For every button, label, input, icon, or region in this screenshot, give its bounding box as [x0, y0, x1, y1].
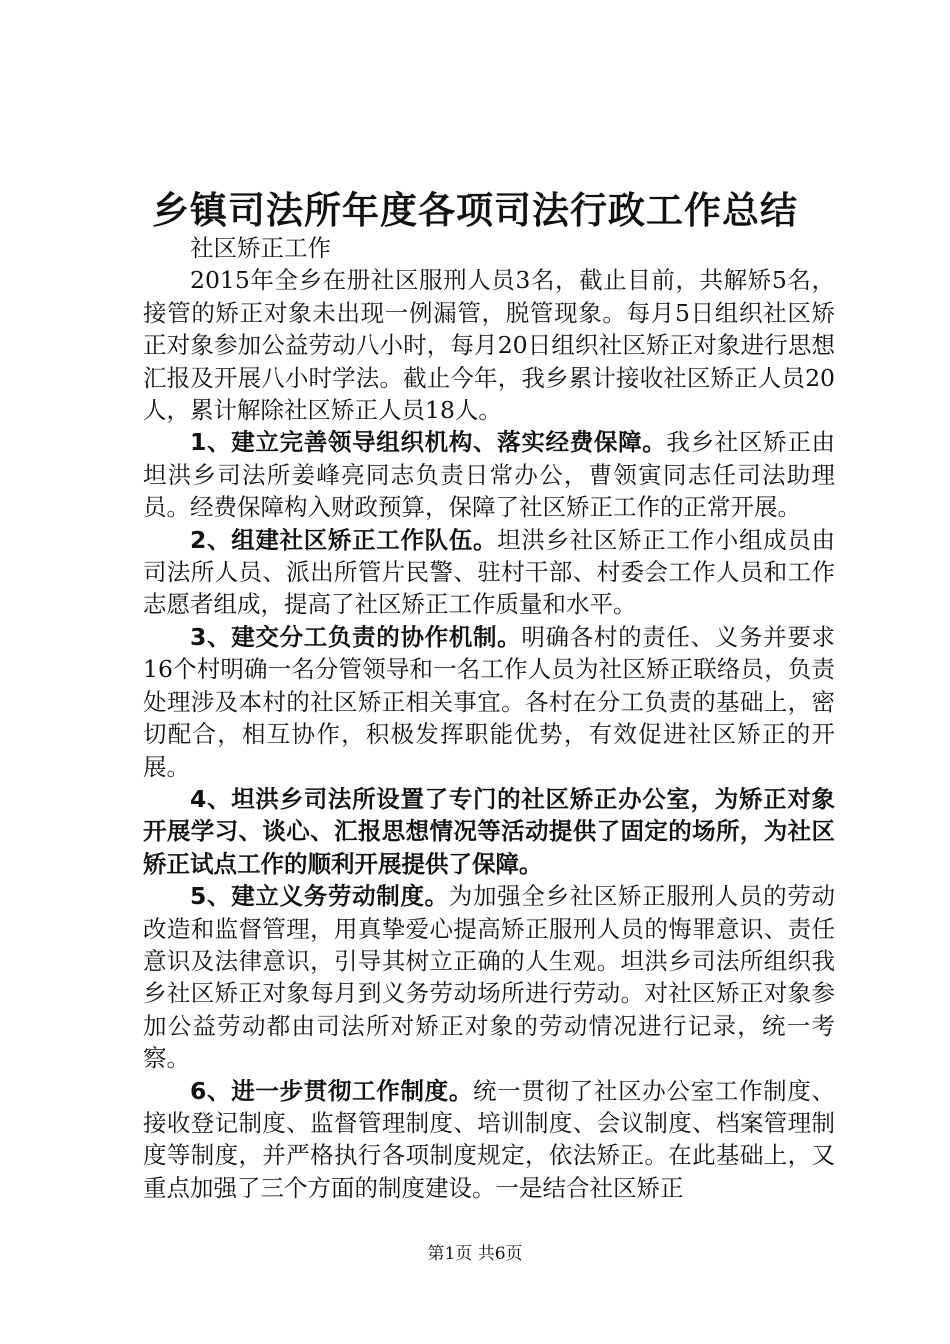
paragraph-item-6	[143, 1075, 835, 1205]
intro-paragraph: 2015年全乡在册社区服刑人员3名，截止目前，共解矫5名，接管的矫正对象未出现一例漏管，脱管现象。每月5日组织社区矫正对象参加公益劳动八小时，每月20日组织社区矫正对象进行思想汇报及开展八小时学法。截止今年，我乡累计接收社区矫正人员20人，累计解除社区矫正人员18人。	[143, 266, 835, 425]
section-heading: 社区矫正工作	[190, 234, 331, 262]
paragraph-text: 统一贯彻了社区办公室工作制度、接收登记制度、监督管理制度、培训制度、会议制度、档案管理制度等制度，并严格执行各项制度规定，依法矫正。在此基础上，又重点加强了三个方面的制度建设。一是结合社区矫正	[143, 1076, 835, 1202]
paragraph-lead: 2、组建社区矫正工作队伍。	[190, 525, 498, 554]
paragraph-item-5	[143, 880, 835, 1074]
paragraph-item-1	[143, 426, 835, 523]
paragraph-lead: 1、建立完善领导组织机构、落实经费保障。	[190, 428, 667, 457]
paragraph-item-2	[143, 524, 835, 621]
document-title: 乡镇司法所年度各项司法行政工作总结	[152, 188, 798, 232]
paragraph-item-3	[143, 621, 835, 783]
paragraph-lead: 6、进一步贯彻工作制度。	[190, 1076, 473, 1105]
paragraph-lead: 4、坦洪乡司法所设置了专门的社区矫正办公室，为矫正对象开展学习、谈心、汇报思想情况等活动提供了固定的场所，为社区矫正试点工作的顺利开展提供了保障。	[143, 784, 835, 878]
paragraph-text: 我乡社区矫正由坦洪乡司法所姜峰亮同志负责日常办公，曹领寅同志任司法助理员。经费保障构入财政预算，保障了社区矫正工作的正常开展。	[143, 428, 835, 522]
paragraph-text: 坦洪乡社区矫正工作小组成员由司法所人员、派出所管片民警、驻村干部、村委会工作人员和工作志愿者组成，提高了社区矫正工作质量和水平。	[143, 525, 835, 619]
paragraph-lead: 3、建交分工负责的协作机制。	[190, 622, 522, 651]
paragraph-text: 明确各村的责任、义务并要求16个村明确一名分管领导和一名工作人员为社区矫正联络员，负责处理涉及本村的社区矫正相关事宜。各村在分工负责的基础上，密切配合，相互协作，积极发挥职能优势，有效促进社区矫正的开展。	[143, 622, 836, 781]
paragraph-item-4	[143, 783, 835, 880]
paragraph-lead: 5、建立义务劳动制度。	[190, 882, 449, 911]
document-body	[143, 232, 835, 1204]
paragraph-text: 为加强全乡社区矫正服刑人员的劳动改造和监督管理，用真挚爱心提高矫正服刑人员的悔罪意识、责任意识及法律意识，引导其树立正确的人生观。坦洪乡司法所组织我乡社区矫正对象每月到义务劳动场所进行劳动。对社区矫正对象参加公益劳动都由司法所对矫正对象的劳动情况进行记录，统一考察。	[143, 882, 836, 1073]
page-number-footer: 第1页 共6页	[427, 1244, 523, 1264]
